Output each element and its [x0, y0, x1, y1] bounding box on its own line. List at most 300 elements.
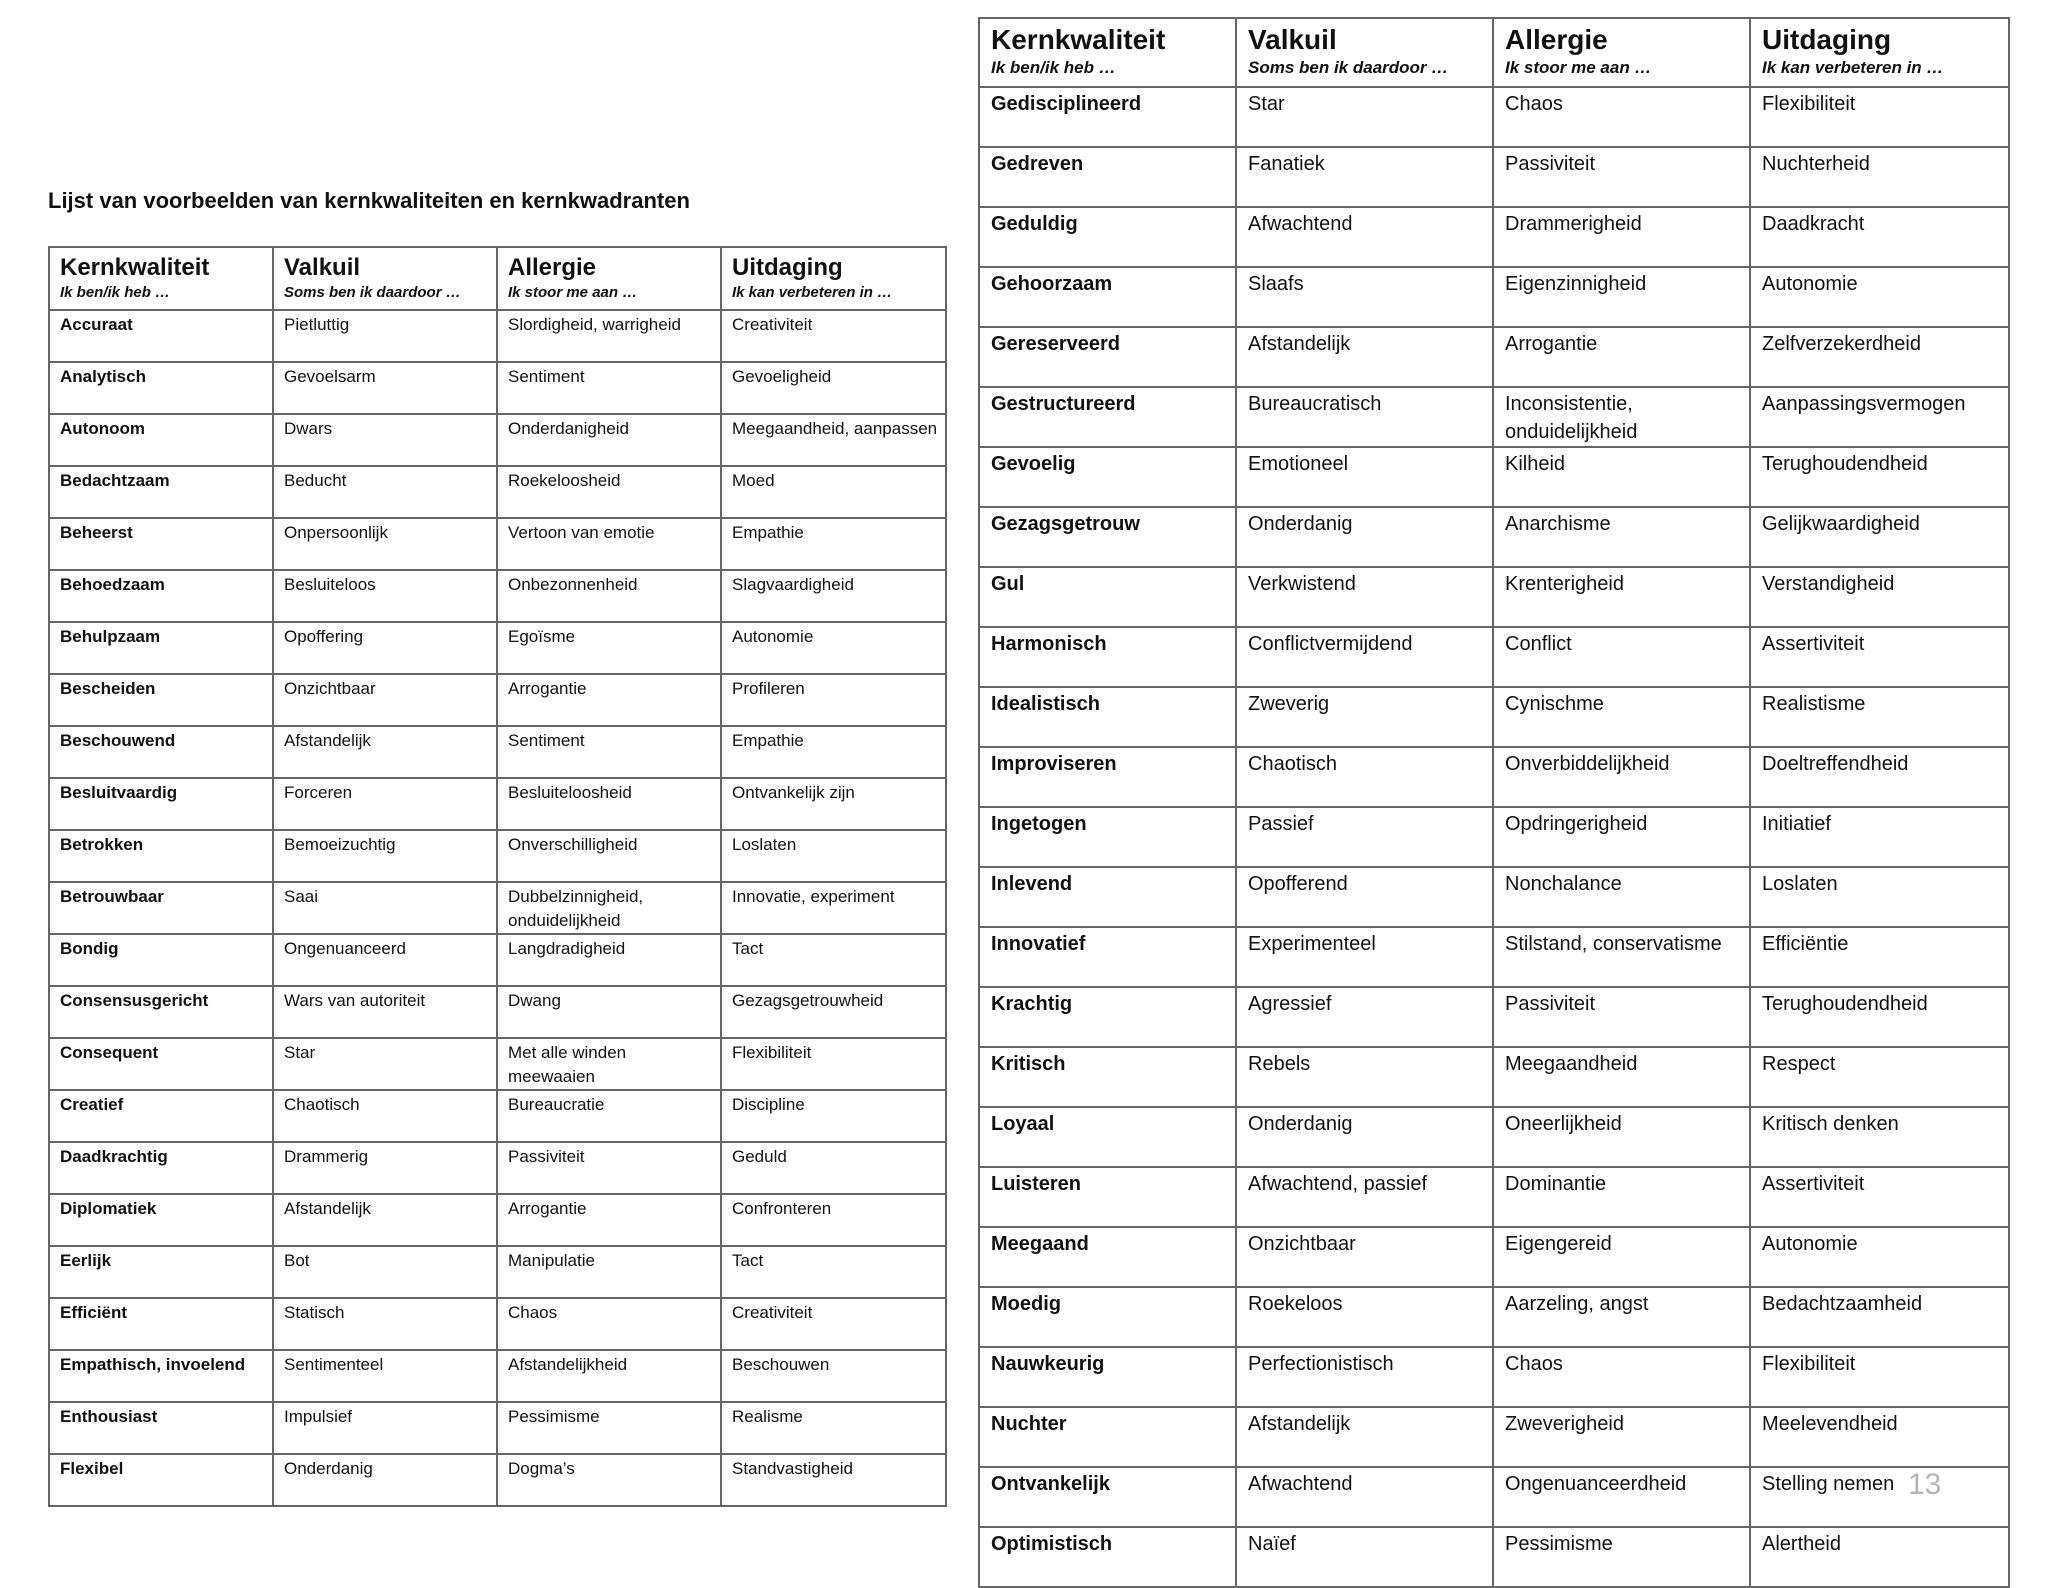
- cell-kernkwaliteit: [979, 1407, 1236, 1467]
- allergie-text: Aarzeling, angst: [1505, 1293, 1649, 1315]
- cell-allergie: [1493, 687, 1750, 747]
- allergie-text: Cynischme: [1505, 693, 1604, 715]
- table-row: [49, 1298, 946, 1350]
- allergie-text: Onderdanigheid: [508, 419, 629, 438]
- uitdaging-text: Nuchterheid: [1762, 153, 1870, 175]
- cell-kernkwaliteit: [49, 986, 273, 1038]
- valkuil-text: Roekeloos: [1248, 1293, 1343, 1315]
- table-row: [979, 987, 2009, 1047]
- column-header-kernkwaliteit: [979, 18, 1236, 87]
- cell-valkuil: [273, 830, 497, 882]
- uitdaging-text: Daadkracht: [1762, 213, 1865, 235]
- cell-kernkwaliteit: [979, 687, 1236, 747]
- uitdaging-text: Assertiviteit: [1762, 1173, 1865, 1195]
- cell-kernkwaliteit: [979, 1047, 1236, 1107]
- allergie-text: Passiviteit: [1505, 153, 1596, 175]
- core-quality-label: Behoedzaam: [60, 575, 165, 594]
- core-quality-label: Consequent: [60, 1043, 159, 1062]
- allergie-text: Nonchalance: [1505, 873, 1622, 895]
- cell-kernkwaliteit: [979, 1347, 1236, 1407]
- table-row: [979, 867, 2009, 927]
- column-header-subtitle: Soms ben ik daardoor …: [1248, 58, 1449, 77]
- cell-kernkwaliteit: [49, 1246, 273, 1298]
- column-header-valkuil: [1236, 18, 1493, 87]
- cell-allergie: [1493, 1527, 1750, 1587]
- allergie-text: Onverschilligheid: [508, 835, 638, 854]
- allergie-text: Eigengereid: [1505, 1233, 1612, 1255]
- core-quality-label: Gezagsgetrouw: [991, 513, 1140, 535]
- table-row: [49, 1142, 946, 1194]
- table-row: [49, 934, 946, 986]
- allergie-text: Arrogantie: [508, 1199, 587, 1218]
- table-row: [49, 674, 946, 726]
- cell-kernkwaliteit: [49, 362, 273, 414]
- cell-kernkwaliteit: [49, 414, 273, 466]
- uitdaging-text: Respect: [1762, 1053, 1836, 1075]
- allergie-text: Ongenuanceerdheid: [1505, 1473, 1687, 1495]
- cell-valkuil: [273, 310, 497, 362]
- valkuil-text: Afstandelijk: [1248, 1413, 1351, 1435]
- cell-uitdaging: [1750, 87, 2009, 147]
- valkuil-text: Saai: [284, 887, 319, 906]
- allergie-text: Arrogantie: [508, 679, 587, 698]
- core-quality-label: Ontvankelijk: [991, 1473, 1110, 1495]
- cell-valkuil: [273, 622, 497, 674]
- cell-allergie: [1493, 147, 1750, 207]
- allergie-text: Langdradigheid: [508, 939, 626, 958]
- uitdaging-text: Doeltreffendheid: [1762, 753, 1909, 775]
- cell-allergie: [497, 934, 721, 986]
- table-row: [979, 687, 2009, 747]
- valkuil-text: Bot: [284, 1251, 310, 1270]
- core-quality-label: Meegaand: [991, 1233, 1089, 1255]
- cell-uitdaging: [1750, 987, 2009, 1047]
- cell-allergie: [1493, 747, 1750, 807]
- cell-valkuil: [273, 1142, 497, 1194]
- cell-uitdaging: [721, 1402, 946, 1454]
- uitdaging-text: Tact: [732, 1251, 764, 1270]
- valkuil-text: Onzichtbaar: [284, 679, 376, 698]
- cell-kernkwaliteit: [49, 466, 273, 518]
- valkuil-text: Drammerig: [284, 1147, 369, 1166]
- cell-valkuil: [1236, 207, 1493, 267]
- allergie-text: Dwang: [508, 991, 561, 1010]
- cell-allergie: [497, 830, 721, 882]
- core-quality-label: Harmonisch: [991, 633, 1107, 655]
- cell-valkuil: [1236, 627, 1493, 687]
- valkuil-text: Opoffering: [284, 627, 364, 646]
- cell-valkuil: [273, 362, 497, 414]
- uitdaging-text: Zelfverzekerdheid: [1762, 333, 1921, 355]
- valkuil-text: Star: [1248, 93, 1285, 115]
- core-quality-label: Innovatief: [991, 933, 1086, 955]
- uitdaging-text: Realistisme: [1762, 693, 1866, 715]
- uitdaging-text: Stelling nemen: [1762, 1473, 1895, 1495]
- cell-kernkwaliteit: [979, 1107, 1236, 1167]
- table-row: [979, 447, 2009, 507]
- cell-allergie: [497, 1298, 721, 1350]
- cell-allergie: [1493, 447, 1750, 507]
- cell-allergie: [1493, 327, 1750, 387]
- table-row: [49, 1194, 946, 1246]
- allergie-text: Dogma’s: [508, 1459, 575, 1478]
- valkuil-text: Beducht: [284, 471, 347, 490]
- cell-uitdaging: [721, 882, 946, 934]
- cell-uitdaging: [1750, 507, 2009, 567]
- cell-kernkwaliteit: [979, 747, 1236, 807]
- uitdaging-text: Meegaandheid, aanpassen: [732, 419, 938, 438]
- core-quality-label: Accuraat: [60, 315, 133, 334]
- core-quality-label: Optimistisch: [991, 1533, 1113, 1555]
- allergie-text: Roekeloosheid: [508, 471, 621, 490]
- cell-valkuil: [273, 1454, 497, 1506]
- cell-uitdaging: [1750, 867, 2009, 927]
- cell-valkuil: [1236, 1467, 1493, 1527]
- cell-valkuil: [1236, 147, 1493, 207]
- uitdaging-text: Terughoudendheid: [1762, 453, 1928, 475]
- cell-kernkwaliteit: [49, 1194, 273, 1246]
- core-quality-label: Enthousiast: [60, 1407, 158, 1426]
- core-quality-label: Flexibel: [60, 1459, 124, 1478]
- core-quality-label: Analytisch: [60, 367, 146, 386]
- uitdaging-text: Autonomie: [1762, 273, 1858, 295]
- table-row: [979, 1527, 2009, 1587]
- uitdaging-text: Efficiëntie: [1762, 933, 1849, 955]
- cell-allergie: [1493, 867, 1750, 927]
- column-header-subtitle: Soms ben ik daardoor …: [284, 284, 461, 301]
- cell-allergie: [497, 986, 721, 1038]
- table-row: [979, 327, 2009, 387]
- valkuil-text: Zweverig: [1248, 693, 1330, 715]
- valkuil-text: Afwachtend, passief: [1248, 1173, 1427, 1195]
- cell-kernkwaliteit: [49, 674, 273, 726]
- column-header-uitdaging: [1750, 18, 2009, 87]
- table-row: [979, 1347, 2009, 1407]
- core-quality-label: Moedig: [991, 1293, 1061, 1315]
- cell-uitdaging: [721, 466, 946, 518]
- cell-valkuil: [1236, 87, 1493, 147]
- valkuil-text: Onderdanig: [1248, 513, 1353, 535]
- cell-valkuil: [1236, 1167, 1493, 1227]
- uitdaging-text: Creativiteit: [732, 1303, 813, 1322]
- cell-uitdaging: [721, 674, 946, 726]
- allergie-text: Oneerlijkheid: [1505, 1113, 1622, 1135]
- cell-valkuil: [1236, 1047, 1493, 1107]
- valkuil-text: Statisch: [284, 1303, 345, 1322]
- cell-uitdaging: [1750, 1347, 2009, 1407]
- cell-allergie: [1493, 207, 1750, 267]
- uitdaging-text: Bedachtzaamheid: [1762, 1293, 1923, 1315]
- cell-valkuil: [273, 1298, 497, 1350]
- allergie-text: Vertoon van emotie: [508, 523, 655, 542]
- cell-kernkwaliteit: [979, 387, 1236, 447]
- table-row: [49, 778, 946, 830]
- valkuil-text: Rebels: [1248, 1053, 1311, 1075]
- table-row: [49, 310, 946, 362]
- cell-uitdaging: [721, 518, 946, 570]
- cell-allergie: [1493, 1047, 1750, 1107]
- core-quality-label: Gereserveerd: [991, 333, 1120, 355]
- cell-valkuil: [1236, 687, 1493, 747]
- core-quality-label: Behulpzaam: [60, 627, 161, 646]
- core-quality-label: Geduldig: [991, 213, 1078, 235]
- allergie-text: Eigenzinnigheid: [1505, 273, 1647, 295]
- page-title: Lijst van voorbeelden van kernkwaliteiten en kernkwadranten: [48, 188, 690, 213]
- cell-kernkwaliteit: [49, 1090, 273, 1142]
- uitdaging-text: Initiatief: [1762, 813, 1831, 835]
- allergie-text: Stilstand, conservatisme: [1505, 933, 1722, 955]
- cell-allergie: [497, 1142, 721, 1194]
- cell-uitdaging: [721, 934, 946, 986]
- uitdaging-text: Empathie: [732, 523, 804, 542]
- page-number: 13: [1908, 1468, 1942, 1501]
- table-row: [49, 570, 946, 622]
- valkuil-text: Wars van autoriteit: [284, 991, 426, 1010]
- table-row: [979, 1467, 2009, 1527]
- uitdaging-text: Beschouwen: [732, 1355, 830, 1374]
- cell-allergie: [1493, 807, 1750, 867]
- uitdaging-text: Flexibiliteit: [732, 1043, 812, 1062]
- cell-kernkwaliteit: [49, 1402, 273, 1454]
- cell-allergie: [1493, 387, 1750, 447]
- column-header-subtitle: Ik kan verbeteren in …: [1762, 58, 1944, 77]
- cell-allergie: [1493, 87, 1750, 147]
- valkuil-text: Afstandelijk: [1248, 333, 1351, 355]
- uitdaging-text: Alertheid: [1762, 1533, 1841, 1555]
- cell-allergie: [1493, 1467, 1750, 1527]
- core-quality-label: Inlevend: [991, 873, 1073, 895]
- cell-valkuil: [273, 778, 497, 830]
- cell-uitdaging: [721, 1090, 946, 1142]
- uitdaging-text: Slagvaardigheid: [732, 575, 854, 594]
- allergie-text: Arrogantie: [1505, 333, 1598, 355]
- table-row: [49, 1350, 946, 1402]
- valkuil-text: Chaotisch: [284, 1095, 360, 1114]
- core-quadrant-table-left: [48, 246, 947, 1507]
- cell-valkuil: [273, 1402, 497, 1454]
- allergie-text: Passiviteit: [508, 1147, 585, 1166]
- valkuil-text: Onderdanig: [1248, 1113, 1353, 1135]
- core-quality-label: Efficiënt: [60, 1303, 128, 1322]
- table-row: [49, 414, 946, 466]
- cell-uitdaging: [1750, 927, 2009, 987]
- table-row: [49, 1038, 946, 1090]
- core-quality-label: Krachtig: [991, 993, 1073, 1015]
- cell-kernkwaliteit: [49, 1142, 273, 1194]
- valkuil-text: Slaafs: [1248, 273, 1304, 295]
- cell-valkuil: [1236, 807, 1493, 867]
- cell-uitdaging: [721, 1142, 946, 1194]
- core-quality-label: Nauwkeurig: [991, 1353, 1105, 1375]
- allergie-text: Dominantie: [1505, 1173, 1607, 1195]
- core-quality-label: Bedachtzaam: [60, 471, 170, 490]
- allergie-text: Besluiteloosheid: [508, 783, 632, 802]
- uitdaging-text: Assertiviteit: [1762, 633, 1865, 655]
- cell-uitdaging: [1750, 1107, 2009, 1167]
- table-row: [49, 726, 946, 778]
- valkuil-text: Opofferend: [1248, 873, 1348, 895]
- column-header-title: Valkuil: [1248, 24, 1337, 55]
- table-row: [979, 1167, 2009, 1227]
- core-quality-label: Luisteren: [991, 1173, 1082, 1195]
- table-row: [49, 882, 946, 934]
- uitdaging-text: Autonomie: [732, 627, 814, 646]
- uitdaging-text: Loslaten: [1762, 873, 1838, 895]
- cell-valkuil: [273, 986, 497, 1038]
- allergie-text: Pessimisme: [1505, 1533, 1613, 1555]
- cell-uitdaging: [721, 1038, 946, 1090]
- valkuil-text: Sentimenteel: [284, 1355, 384, 1374]
- cell-valkuil: [1236, 387, 1493, 447]
- cell-uitdaging: [721, 1246, 946, 1298]
- cell-valkuil: [273, 1194, 497, 1246]
- cell-valkuil: [273, 1246, 497, 1298]
- column-header-title: Uitdaging: [1762, 24, 1892, 55]
- table-row: [979, 1407, 2009, 1467]
- allergie-text: Anarchisme: [1505, 513, 1611, 535]
- cell-kernkwaliteit: [49, 310, 273, 362]
- table-row: [979, 87, 2009, 147]
- cell-kernkwaliteit: [979, 1527, 1236, 1587]
- cell-valkuil: [273, 466, 497, 518]
- cell-allergie: [497, 466, 721, 518]
- uitdaging-text: Terughoudendheid: [1762, 993, 1928, 1015]
- core-quality-label: Autonoom: [60, 419, 145, 438]
- cell-valkuil: [1236, 747, 1493, 807]
- valkuil-text: Dwars: [284, 419, 333, 438]
- allergie-text: Drammerigheid: [1505, 213, 1642, 235]
- uitdaging-text: Standvastigheid: [732, 1459, 853, 1478]
- cell-uitdaging: [721, 310, 946, 362]
- valkuil-text: Gevoelsarm: [284, 367, 376, 386]
- core-quality-label: Improviseren: [991, 753, 1117, 775]
- uitdaging-text: Aanpassingsvermogen: [1762, 393, 1966, 415]
- allergie-text: Onbezonnenheid: [508, 575, 638, 594]
- uitdaging-text: Loslaten: [732, 835, 797, 854]
- uitdaging-text: Verstandigheid: [1762, 573, 1895, 595]
- core-quadrant-table-right: [978, 17, 2010, 1588]
- cell-kernkwaliteit: [979, 507, 1236, 567]
- cell-uitdaging: [1750, 1287, 2009, 1347]
- cell-uitdaging: [1750, 207, 2009, 267]
- table-row: [979, 1107, 2009, 1167]
- table-row: [979, 387, 2009, 447]
- core-quality-label: Betrokken: [60, 835, 144, 854]
- cell-allergie: [1493, 267, 1750, 327]
- column-header-allergie: [497, 247, 721, 310]
- cell-uitdaging: [721, 570, 946, 622]
- cell-uitdaging: [1750, 447, 2009, 507]
- cell-kernkwaliteit: [979, 927, 1236, 987]
- cell-allergie: [497, 310, 721, 362]
- core-quality-label: Gedreven: [991, 153, 1084, 175]
- cell-kernkwaliteit: [49, 1038, 273, 1090]
- core-quality-label: Nuchter: [991, 1413, 1067, 1435]
- valkuil-text: Verkwistend: [1248, 573, 1356, 595]
- cell-kernkwaliteit: [49, 726, 273, 778]
- valkuil-text: Onpersoonlijk: [284, 523, 388, 542]
- cell-uitdaging: [721, 1298, 946, 1350]
- cell-kernkwaliteit: [49, 882, 273, 934]
- cell-uitdaging: [721, 726, 946, 778]
- column-header-subtitle: Ik stoor me aan …: [1505, 58, 1652, 77]
- cell-allergie: [497, 1038, 721, 1090]
- cell-uitdaging: [721, 414, 946, 466]
- cell-valkuil: [1236, 1527, 1493, 1587]
- column-header-title: Kernkwaliteit: [60, 254, 210, 281]
- cell-uitdaging: [721, 986, 946, 1038]
- uitdaging-text: Meelevendheid: [1762, 1413, 1898, 1435]
- table-row: [49, 986, 946, 1038]
- core-quality-label: Diplomatiek: [60, 1199, 157, 1218]
- cell-uitdaging: [1750, 1407, 2009, 1467]
- uitdaging-text: Kritisch denken: [1762, 1113, 1899, 1135]
- cell-allergie: [497, 882, 721, 934]
- cell-kernkwaliteit: [979, 567, 1236, 627]
- cell-uitdaging: [1750, 1227, 2009, 1287]
- valkuil-text: Passief: [1248, 813, 1314, 835]
- cell-valkuil: [273, 570, 497, 622]
- core-quality-label: Empathisch, invoelend: [60, 1355, 246, 1374]
- allergie-text: Passiviteit: [1505, 993, 1596, 1015]
- column-header-title: Uitdaging: [732, 254, 843, 281]
- cell-uitdaging: [1750, 327, 2009, 387]
- allergie-text: Dubbelzinnigheid, onduidelijkheid: [508, 887, 644, 930]
- uitdaging-text: Flexibiliteit: [1762, 1353, 1856, 1375]
- uitdaging-text: Tact: [732, 939, 764, 958]
- cell-kernkwaliteit: [49, 830, 273, 882]
- core-quality-label: Ingetogen: [991, 813, 1087, 835]
- core-quality-label: Kritisch: [991, 1053, 1066, 1075]
- uitdaging-text: Gezagsgetrouwheid: [732, 991, 884, 1010]
- uitdaging-text: Innovatie, experiment: [732, 887, 895, 906]
- valkuil-text: Ongenuanceerd: [284, 939, 406, 958]
- core-quality-label: Besluitvaardig: [60, 783, 178, 802]
- uitdaging-text: Gevoeligheid: [732, 367, 832, 386]
- table-row: [49, 1402, 946, 1454]
- uitdaging-text: Discipline: [732, 1095, 805, 1114]
- table-header-row: [979, 18, 2009, 87]
- allergie-text: Zweverigheid: [1505, 1413, 1624, 1435]
- column-header-subtitle: Ik stoor me aan …: [508, 284, 638, 301]
- cell-allergie: [497, 518, 721, 570]
- valkuil-text: Star: [284, 1043, 316, 1062]
- column-header-subtitle: Ik kan verbeteren in …: [732, 284, 893, 301]
- cell-allergie: [1493, 1347, 1750, 1407]
- cell-valkuil: [1236, 1287, 1493, 1347]
- cell-uitdaging: [1750, 1467, 2009, 1527]
- valkuil-text: Forceren: [284, 783, 353, 802]
- cell-kernkwaliteit: [979, 1287, 1236, 1347]
- table-row: [979, 627, 2009, 687]
- valkuil-text: Afwachtend: [1248, 213, 1353, 235]
- core-quality-label: Gevoelig: [991, 453, 1076, 475]
- allergie-text: Krenterigheid: [1505, 573, 1624, 595]
- cell-allergie: [1493, 1407, 1750, 1467]
- core-quality-label: Gul: [991, 573, 1025, 595]
- cell-allergie: [497, 1090, 721, 1142]
- valkuil-text: Afwachtend: [1248, 1473, 1353, 1495]
- uitdaging-text: Empathie: [732, 731, 804, 750]
- cell-valkuil: [1236, 507, 1493, 567]
- valkuil-text: Conflictvermijdend: [1248, 633, 1413, 655]
- allergie-text: Manipulatie: [508, 1251, 595, 1270]
- valkuil-text: Experimenteel: [1248, 933, 1376, 955]
- allergie-text: Chaos: [1505, 1353, 1563, 1375]
- core-quality-label: Idealistisch: [991, 693, 1100, 715]
- cell-allergie: [1493, 927, 1750, 987]
- cell-kernkwaliteit: [979, 87, 1236, 147]
